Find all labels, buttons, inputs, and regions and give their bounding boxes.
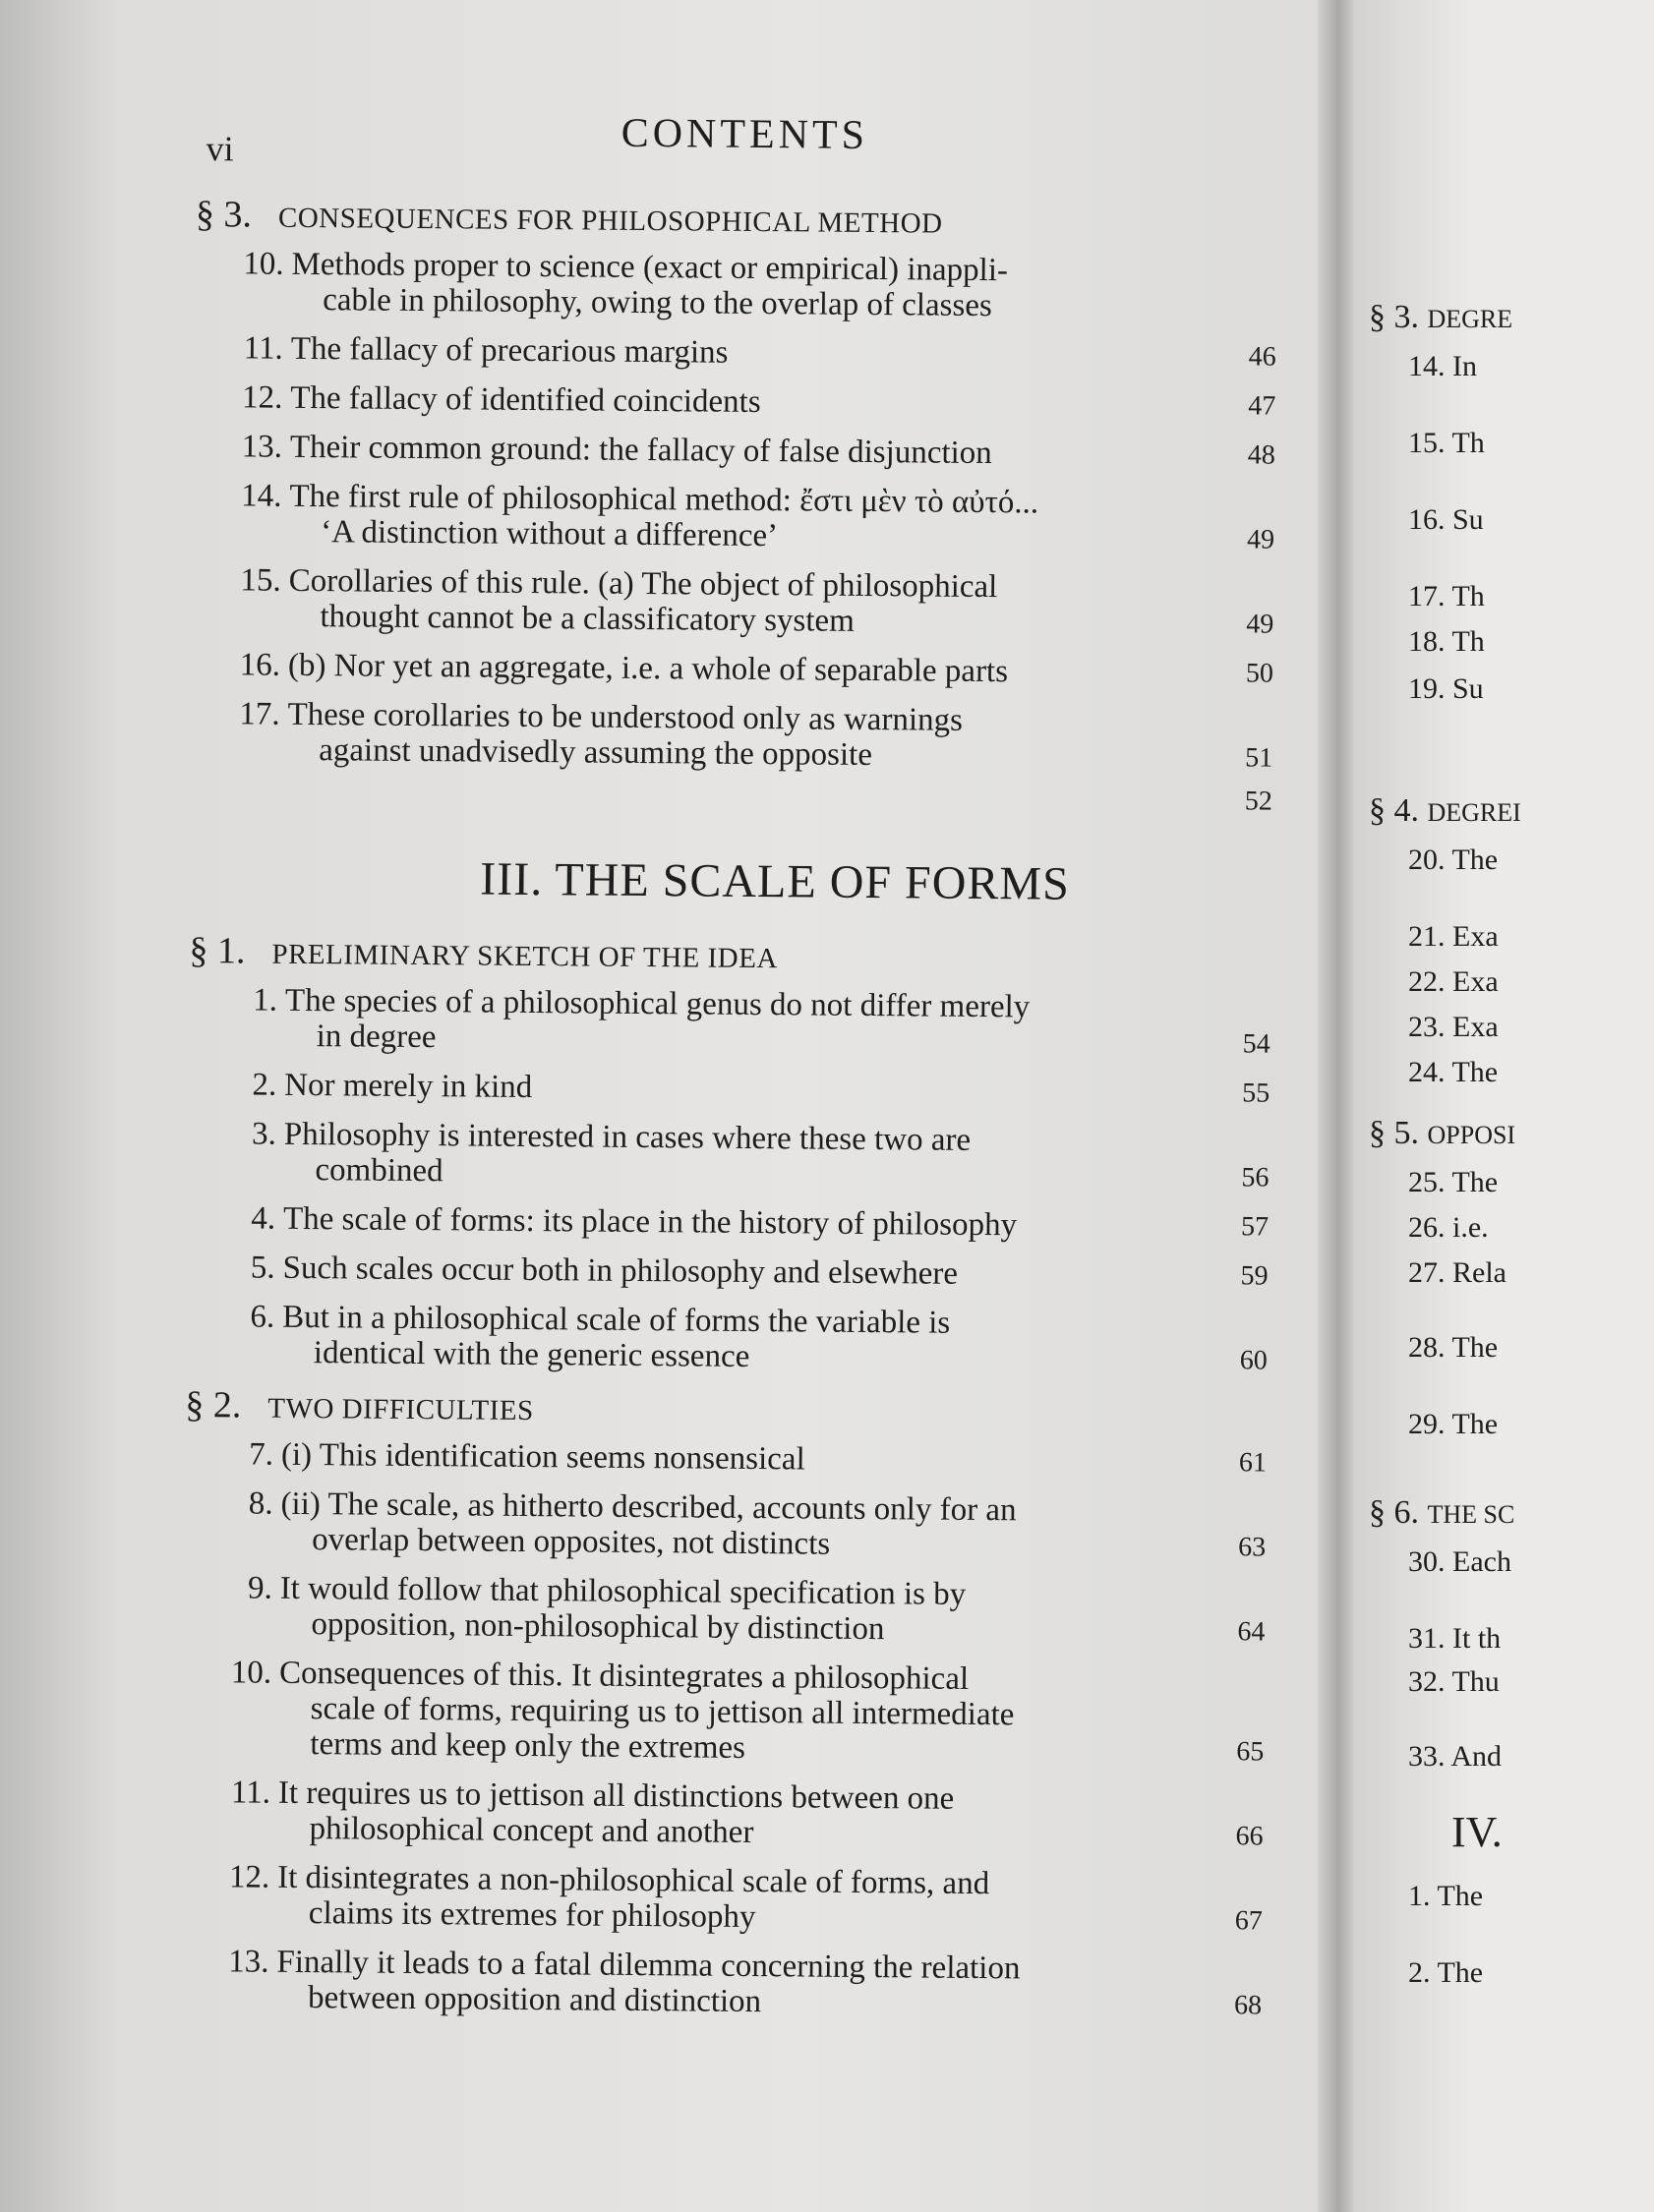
toc-entry bbox=[184, 1485, 1267, 1566]
page-number: 51 bbox=[1245, 742, 1273, 774]
entry-line: But in a philosophical scale of forms the variable is bbox=[282, 1299, 951, 1341]
entry-text bbox=[288, 563, 1213, 642]
toc-entry bbox=[182, 1655, 1265, 1771]
entry-text bbox=[277, 1860, 1203, 1939]
entry-line: claims its extremes for philosophy bbox=[308, 1895, 756, 1936]
toc-entry bbox=[191, 696, 1273, 777]
page-title: CONTENTS bbox=[620, 110, 869, 158]
entry-text bbox=[278, 1656, 1204, 1770]
entry-line: The species of a philosophical genus do not differ merely bbox=[284, 982, 1031, 1025]
entry-text bbox=[282, 1251, 1207, 1294]
page-number: 59 bbox=[1240, 1260, 1269, 1292]
entry-line: (i) This identification seems nonsensical bbox=[280, 1436, 805, 1478]
entry-list bbox=[180, 1436, 1267, 2024]
entry-line: Philosophy is interested in cases where these two are bbox=[283, 1116, 972, 1158]
entry-text bbox=[282, 1300, 1208, 1378]
entry-line: It requires us to jettison all distinctions between one bbox=[277, 1775, 955, 1817]
entry-text bbox=[291, 331, 1215, 375]
page-number: 46 bbox=[1248, 341, 1276, 373]
toc-entry bbox=[186, 1250, 1268, 1295]
toc-entry-trailing bbox=[191, 775, 1272, 820]
page-number: 64 bbox=[1237, 1616, 1266, 1648]
section-2-difficulties bbox=[180, 1383, 1268, 2024]
right-section-heading: § 6. THE SC bbox=[1369, 1494, 1515, 1531]
right-page bbox=[1353, 0, 1654, 2212]
section-title: CONSEQUENCES FOR PHILOSOPHICAL METHOD bbox=[277, 202, 943, 240]
entry-line: Finally it leads to a fatal dilemma concerning the relation bbox=[276, 1944, 1021, 1987]
right-item: 14. In bbox=[1408, 350, 1477, 382]
page-number: 66 bbox=[1235, 1821, 1264, 1852]
section-number: § 2. bbox=[185, 1383, 242, 1426]
entry-number: 12. bbox=[241, 379, 283, 416]
section-number: § 3. bbox=[195, 193, 253, 236]
entry-line: ‘A distinction without a difference’ bbox=[320, 514, 779, 554]
right-item: 26. i.e. bbox=[1408, 1211, 1489, 1244]
entry-number: 13. bbox=[228, 1944, 269, 1980]
right-item: 16. Su bbox=[1408, 503, 1484, 536]
page-number: 63 bbox=[1238, 1532, 1267, 1563]
entry-number: 7. bbox=[249, 1436, 274, 1473]
entry-number: 11. bbox=[243, 330, 283, 367]
section-heading bbox=[185, 1383, 1267, 1436]
section-title: TWO DIFFICULTIES bbox=[267, 1392, 534, 1427]
right-item: 19. Su bbox=[1408, 672, 1484, 705]
page-number: 57 bbox=[1240, 1211, 1270, 1243]
toc-entry bbox=[189, 982, 1271, 1063]
right-item: 32. Thu bbox=[1408, 1665, 1500, 1698]
section-number: § 1. bbox=[189, 929, 246, 972]
entry-text bbox=[283, 1201, 1208, 1245]
toc-entry bbox=[187, 1200, 1269, 1246]
entry-line: Nor merely in kind bbox=[284, 1067, 533, 1106]
entry-number: 1. bbox=[253, 982, 278, 1019]
entry-text bbox=[276, 1945, 1202, 2023]
right-item: 25. The bbox=[1408, 1166, 1499, 1198]
page-number: 56 bbox=[1241, 1162, 1270, 1193]
page-number: 54 bbox=[1242, 1028, 1270, 1060]
right-item: 24. The bbox=[1408, 1056, 1499, 1088]
toc-entry bbox=[181, 1775, 1264, 1855]
right-item: 29. The bbox=[1408, 1408, 1499, 1440]
entry-line: Methods proper to science (exact or empirical) inappli- bbox=[291, 246, 1009, 289]
entry-number: 15. bbox=[240, 562, 281, 599]
entry-list bbox=[186, 982, 1270, 1379]
right-item: 20. The bbox=[1408, 844, 1499, 876]
entry-line: cable in philosophy, owing to the overlap of classes bbox=[323, 282, 992, 324]
folio: vi bbox=[206, 129, 234, 169]
entry-text bbox=[279, 1571, 1205, 1650]
section-heading bbox=[196, 193, 1277, 246]
toc-entry bbox=[188, 1067, 1270, 1112]
page-number bbox=[1215, 325, 1276, 326]
page-number: 65 bbox=[1236, 1736, 1265, 1768]
entry-number: 10. bbox=[243, 246, 284, 282]
entry-number: 5. bbox=[250, 1250, 275, 1286]
toc-entry bbox=[186, 1299, 1269, 1379]
entry-line: The fallacy of precarious margins bbox=[290, 330, 729, 371]
entry-text bbox=[280, 1486, 1206, 1565]
right-part-heading: IV. bbox=[1451, 1808, 1503, 1856]
right-section-heading: § 5. OPPOSI bbox=[1369, 1115, 1516, 1151]
right-item: 18. Th bbox=[1408, 625, 1485, 658]
toc-entry bbox=[185, 1436, 1267, 1482]
entry-line: against unadvisedly assuming the opposite bbox=[319, 732, 873, 774]
entry-line: Their common ground: the fallacy of false disjunction bbox=[289, 429, 992, 472]
entry-number: 3. bbox=[251, 1116, 276, 1152]
toc-entry bbox=[195, 330, 1276, 376]
toc-entry bbox=[194, 429, 1275, 474]
entry-line: philosophical concept and another bbox=[309, 1811, 754, 1851]
toc-entry bbox=[194, 379, 1275, 425]
toc-entry bbox=[195, 246, 1277, 326]
right-item: 23. Exa bbox=[1408, 1011, 1499, 1043]
toc-entry bbox=[181, 1859, 1264, 1940]
entry-text bbox=[289, 479, 1214, 557]
entry-line: identical with the generic essence bbox=[313, 1335, 750, 1374]
entry-text bbox=[287, 697, 1212, 776]
entry-number: 8. bbox=[248, 1485, 273, 1522]
entry-text bbox=[283, 1117, 1209, 1195]
entry-line: (ii) The scale, as hitherto described, accounts only for an bbox=[280, 1485, 1017, 1529]
toc-entry bbox=[183, 1570, 1266, 1651]
entry-text bbox=[291, 247, 1216, 325]
page-number: 67 bbox=[1234, 1905, 1263, 1937]
right-item: 27. Rela bbox=[1408, 1256, 1506, 1289]
right-item: 33. And bbox=[1408, 1740, 1503, 1773]
toc-entry bbox=[192, 647, 1273, 692]
entry-text bbox=[281, 1437, 1206, 1481]
entry-number: 16. bbox=[239, 647, 281, 683]
toc-entry bbox=[180, 1944, 1263, 2024]
page-number: 68 bbox=[1233, 1990, 1263, 2021]
page-number: 47 bbox=[1248, 390, 1276, 422]
entry-line: overlap between opposites, not distincts bbox=[312, 1522, 831, 1562]
entry-line: thought cannot be a classificatory system bbox=[320, 599, 855, 639]
entry-text bbox=[288, 648, 1212, 691]
entry-line: terms and keep only the extremes bbox=[310, 1726, 746, 1766]
entry-line: The fallacy of identified coincidents bbox=[290, 379, 761, 421]
entry-number: 9. bbox=[247, 1570, 272, 1606]
entry-number: 13. bbox=[241, 429, 283, 465]
page-number: 49 bbox=[1246, 524, 1275, 555]
entry-line: Corollaries of this rule. (a) The object of philosophical bbox=[288, 562, 998, 606]
right-item: 15. Th bbox=[1408, 427, 1485, 459]
page-number: 52 bbox=[1244, 786, 1272, 817]
entry-number: 2. bbox=[252, 1067, 277, 1103]
entry-list bbox=[191, 246, 1277, 777]
entry-number: 11. bbox=[230, 1775, 271, 1811]
entry-line: (b) Nor yet an aggregate, i.e. a whole of separable parts bbox=[287, 647, 1009, 690]
right-section-heading: § 4. DEGREI bbox=[1369, 792, 1521, 829]
contents-page bbox=[180, 98, 1278, 2038]
right-item: 30. Each bbox=[1408, 1545, 1511, 1578]
page-number: 48 bbox=[1247, 439, 1276, 471]
entry-line: The first rule of philosophical method: ἔστι μὲν τὸ αὐτό... bbox=[289, 478, 1039, 521]
right-section-heading: § 3. DEGRE bbox=[1369, 299, 1513, 335]
right-item: 1. The bbox=[1408, 1880, 1484, 1912]
entry-line: opposition, non-philosophical by distinction bbox=[311, 1606, 885, 1648]
section-title: PRELIMINARY SKETCH OF THE IDEA bbox=[271, 938, 778, 975]
page-number: 50 bbox=[1245, 658, 1274, 689]
right-item: 21. Exa bbox=[1408, 920, 1499, 953]
entry-line: combined bbox=[315, 1152, 443, 1190]
entry-text bbox=[284, 1068, 1209, 1111]
book-gutter bbox=[1318, 0, 1355, 2212]
entry-line: It disintegrates a non-philosophical scale of forms, and bbox=[277, 1859, 990, 1902]
right-item: 31. It th bbox=[1408, 1622, 1502, 1655]
right-item: 28. The bbox=[1408, 1331, 1499, 1364]
entry-number: 17. bbox=[239, 696, 280, 732]
entry-line: The scale of forms: its place in the history of philosophy bbox=[282, 1200, 1018, 1244]
entry-line: between opposition and distinction bbox=[307, 1980, 762, 2020]
entry-number: 4. bbox=[251, 1200, 276, 1237]
running-head bbox=[196, 98, 1278, 189]
entry-line: Such scales occur both in philosophy and elsewhere bbox=[282, 1250, 959, 1292]
right-item: 2. The bbox=[1408, 1956, 1484, 1989]
entry-text bbox=[285, 983, 1211, 1062]
entry-line: It would follow that philosophical specification is by bbox=[279, 1570, 967, 1612]
section-1-sketch bbox=[186, 929, 1271, 1379]
entry-number: 14. bbox=[241, 478, 282, 514]
right-item: 22. Exa bbox=[1408, 965, 1499, 998]
entry-text bbox=[277, 1775, 1203, 1854]
entry-line: These corollaries to be understood only as warnings bbox=[287, 696, 964, 738]
entry-number: 10. bbox=[230, 1655, 272, 1691]
entry-line: Consequences of this. It disintegrates a philosophical bbox=[278, 1655, 970, 1697]
page-number: 60 bbox=[1239, 1345, 1268, 1376]
section-3-method bbox=[191, 193, 1277, 820]
right-item: 17. Th bbox=[1408, 580, 1485, 612]
page-number: 55 bbox=[1242, 1077, 1270, 1109]
entry-number: 12. bbox=[228, 1859, 270, 1895]
entry-text bbox=[290, 380, 1214, 424]
section-heading bbox=[189, 929, 1270, 982]
page-number: 61 bbox=[1238, 1447, 1268, 1479]
toc-entry bbox=[193, 478, 1275, 558]
toc-entry bbox=[187, 1116, 1270, 1196]
toc-entry bbox=[192, 562, 1274, 643]
entry-number: 6. bbox=[250, 1299, 275, 1335]
part-heading: III. THE SCALE OF FORMS bbox=[480, 852, 1071, 910]
entry-line: in degree bbox=[316, 1019, 437, 1056]
page-number: 49 bbox=[1246, 609, 1274, 640]
entry-text bbox=[290, 430, 1214, 473]
entry-line: scale of forms, requiring us to jettison all intermediate bbox=[310, 1691, 1015, 1733]
